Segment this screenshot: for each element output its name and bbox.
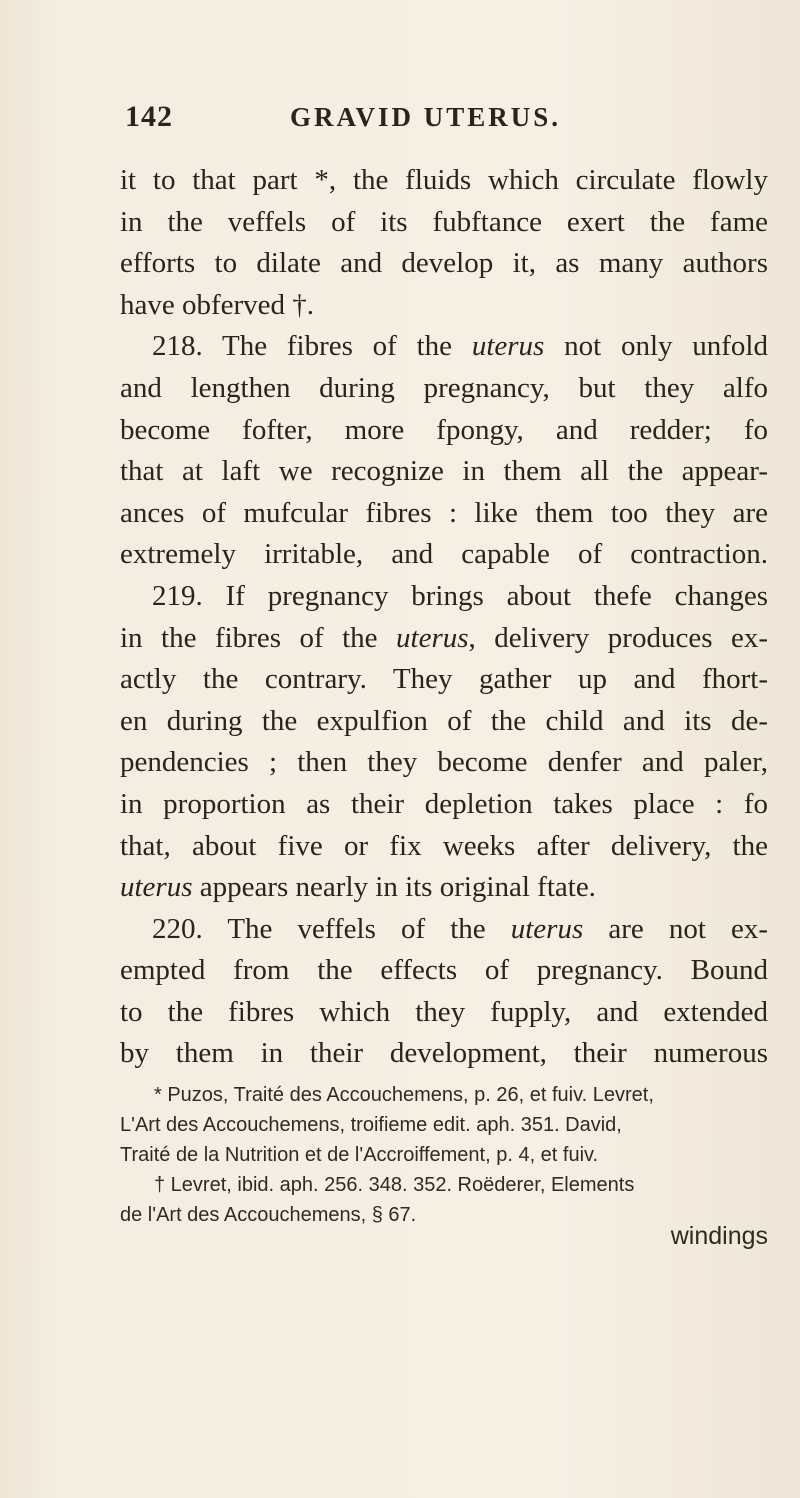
italic-term: uterus xyxy=(510,912,584,945)
text-run: appears nearly in its original ftate. xyxy=(192,871,596,904)
italic-term: uterus xyxy=(120,871,193,904)
body-line xyxy=(120,992,768,1034)
body-line xyxy=(120,950,768,992)
italic-term: uterus xyxy=(396,621,469,654)
footnotes xyxy=(120,1080,768,1230)
paragraph-218-start xyxy=(120,326,768,368)
text-run: in the veffels of its fubftance exert the fame xyxy=(120,205,768,238)
text-run: in proportion as their depletion takes place : fo xyxy=(120,787,768,820)
text-run: efforts to dilate and develop it, as many authors xyxy=(120,247,768,280)
text-run: are not ex- xyxy=(583,912,768,945)
text-run: it to that part *, the fluids which circulate flowly xyxy=(120,164,768,196)
body-line xyxy=(120,784,768,826)
text-run: that, about five or fix weeks after delivery, the xyxy=(120,829,768,862)
text-run: extremely irritable, and capable of contraction. xyxy=(120,538,768,571)
body-line xyxy=(120,368,768,410)
body-line xyxy=(120,243,768,285)
paragraph-219-start xyxy=(120,576,768,618)
text-run: empted from the effects of pregnancy. Bound xyxy=(120,954,768,987)
body-text xyxy=(120,160,768,1075)
body-line xyxy=(120,410,768,452)
page-header xyxy=(125,100,685,152)
body-line xyxy=(120,701,768,743)
body-line xyxy=(120,202,768,244)
body-line xyxy=(120,534,768,576)
text-run: in the fibres of the xyxy=(120,621,397,654)
body-line xyxy=(120,160,768,202)
paragraph-220-start xyxy=(120,909,768,951)
text-run: and lengthen during pregnancy, but they alfo xyxy=(120,371,768,404)
page-number: 142 xyxy=(125,100,173,133)
text-run: actly the contrary. They gather up and fhort- xyxy=(120,663,768,696)
body-line xyxy=(120,742,768,784)
text-run: , delivery produces ex- xyxy=(468,621,768,654)
text-run: en during the expulfion of the child and its de- xyxy=(120,704,768,737)
running-head: GRAVID UTERUS. xyxy=(290,102,562,132)
body-line xyxy=(120,1033,768,1075)
italic-term: uterus xyxy=(471,330,545,363)
text-run: 220. The veffels of the xyxy=(152,912,511,945)
text-run: have obferved †. xyxy=(120,288,315,321)
body-line xyxy=(120,451,768,493)
footnote-line: † Levret, ibid. aph. 256. 348. 352. Roëderer, Elements xyxy=(154,1174,635,1196)
text-run: to the fibres which they fupply, and extended xyxy=(120,995,768,1028)
footnote-line: * Puzos, Traité des Accouchemens, p. 26, et fuiv. Levret, xyxy=(154,1084,654,1106)
body-line xyxy=(120,867,768,909)
text-run: 219. If pregnancy brings about thefe changes xyxy=(152,579,768,612)
footnote-line: L'Art des Accouchemens, troifieme edit. aph. 351. David, xyxy=(120,1114,622,1136)
footnote-line: de l'Art des Accouchemens, § 67. xyxy=(120,1204,417,1226)
text-run: that at laft we recognize in them all the appear- xyxy=(120,455,768,488)
text-run: ances of mufcular fibres : like them too they are xyxy=(120,496,768,529)
text-run: 218. The fibres of the xyxy=(152,330,472,363)
text-run: become fofter, more fpongy, and redder; fo xyxy=(120,413,768,446)
body-line xyxy=(120,659,768,701)
body-line xyxy=(120,285,768,327)
body-line xyxy=(120,618,768,660)
text-run: pendencies ; then they become denfer and paler, xyxy=(120,746,768,779)
text-run: by them in their development, their numerous xyxy=(120,1037,768,1070)
text-run: not only unfold xyxy=(544,330,768,363)
body-line xyxy=(120,826,768,868)
body-line xyxy=(120,493,768,535)
footnote-line: Traité de la Nutrition et de l'Accroiffement, p. 4, et fuiv. xyxy=(120,1144,599,1166)
catchword: windings xyxy=(670,1222,768,1250)
